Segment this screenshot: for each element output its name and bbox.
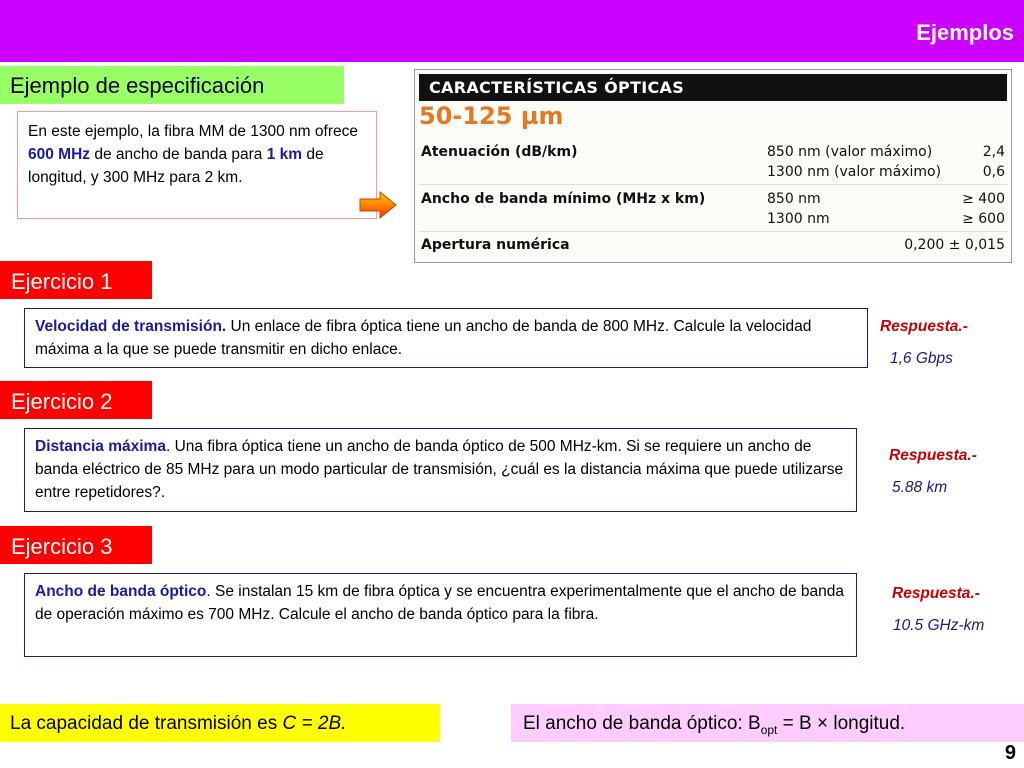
page-number: 9 <box>1004 742 1016 764</box>
spec-intro-box <box>17 111 377 219</box>
intro-text-1: En este ejemplo, la fibra MM de 1300 nm ofrece <box>28 123 358 140</box>
spec-atten-label: Atenuación (dB/km) <box>421 144 578 160</box>
exercise-2-answer: 5.88 km <box>892 479 948 496</box>
capacity-note <box>0 704 440 742</box>
exercise-2-lead: Distancia máxima <box>35 438 166 455</box>
spec-bw-r2-cond: 1300 nm <box>767 211 830 227</box>
exercise-2-answer-label: Respuesta.- <box>889 447 977 464</box>
exercise-1-label: Ejercicio 1 <box>0 261 152 299</box>
exercise-2-box <box>24 428 857 512</box>
spec-bw-r1-val: ≥ 400 <box>962 191 1005 207</box>
intro-text-2: de ancho de banda para <box>90 146 267 163</box>
header-title: Ejemplos <box>916 20 1014 45</box>
exercise-3-answer: 10.5 GHz-km <box>893 617 985 634</box>
spec-bw-label: Ancho de banda mínimo (MHz x km) <box>421 191 706 207</box>
capacity-formula: C = 2B. <box>282 713 347 734</box>
bw-note-subscript: opt <box>760 722 778 737</box>
spec-atten-r1-cond: 850 nm (valor máximo) <box>767 144 933 160</box>
exercise-3-label: Ejercicio 3 <box>0 526 152 564</box>
spec-bw-r1-cond: 850 nm <box>767 191 821 207</box>
spec-divider <box>419 184 1007 185</box>
intro-bold-1: 600 MHz <box>28 146 91 163</box>
spec-fiber-size: 50-125 µm <box>419 102 564 130</box>
exercise-1-box <box>24 308 868 368</box>
exercise-3-lead: Ancho de banda óptico <box>35 583 207 600</box>
exercise-1-text: Un enlace de fibra óptica tiene un ancho de banda de 800 MHz. Calcule la velocidad máxima a la que se puede transmitir en dicho enlace. <box>35 318 812 358</box>
spec-heading: CARACTERÍSTICAS ÓPTICAS <box>419 74 1007 101</box>
bw-note-suffix: = B × longitud. <box>777 713 906 734</box>
spec-atten-r2-cond: 1300 nm (valor máximo) <box>767 164 942 180</box>
exercise-3-box <box>24 573 857 657</box>
spec-atten-r1-val: 2,4 <box>982 144 1005 160</box>
intro-text-3: de longitud, y 300 MHz para 2 km. <box>28 146 324 186</box>
exercise-3-answer-label: Respuesta.- <box>892 585 980 602</box>
exercise-1-answer-label: Respuesta.- <box>880 318 968 335</box>
spec-section-label <box>0 66 344 104</box>
exercise-2-text: . Una fibra óptica tiene un ancho de banda óptico de 500 MHz-km. Si se requiere un ancho de banda eléctrico de 85 MHz para un modo particular de transmisión, ¿cuál es la distancia máxima que puede utilizarse entre repetidores?. <box>35 438 844 501</box>
bw-note-prefix: El ancho de banda óptico: B <box>523 713 761 734</box>
spec-divider <box>419 231 1007 232</box>
spec-na-val: 0,200 ± 0,015 <box>904 237 1005 253</box>
exercise-1-lead: Velocidad de transmisión. <box>35 318 227 335</box>
optical-spec-table <box>414 69 1012 263</box>
exercise-1-answer: 1,6 Gbps <box>890 350 953 367</box>
spec-na-label: Apertura numérica <box>421 237 570 253</box>
exercise-3-text: . Se instalan 15 km de fibra óptica y se encuentra experimentalmente que el ancho de banda de operación máximo es 700 MHz. Calcule el ancho de banda óptico para la fibra. <box>35 583 845 623</box>
header-bar <box>0 0 1024 62</box>
arrow-right-icon <box>358 190 398 220</box>
spec-bw-r2-val: ≥ 600 <box>962 211 1005 227</box>
exercise-2-label: Ejercicio 2 <box>0 381 152 419</box>
spec-atten-r2-val: 0,6 <box>982 164 1005 180</box>
optical-bandwidth-note <box>511 704 1024 742</box>
intro-bold-2: 1 km <box>266 146 303 163</box>
spec-section-title: Ejemplo de especificación <box>10 73 265 98</box>
capacity-note-text: La capacidad de transmisión es <box>10 713 283 734</box>
